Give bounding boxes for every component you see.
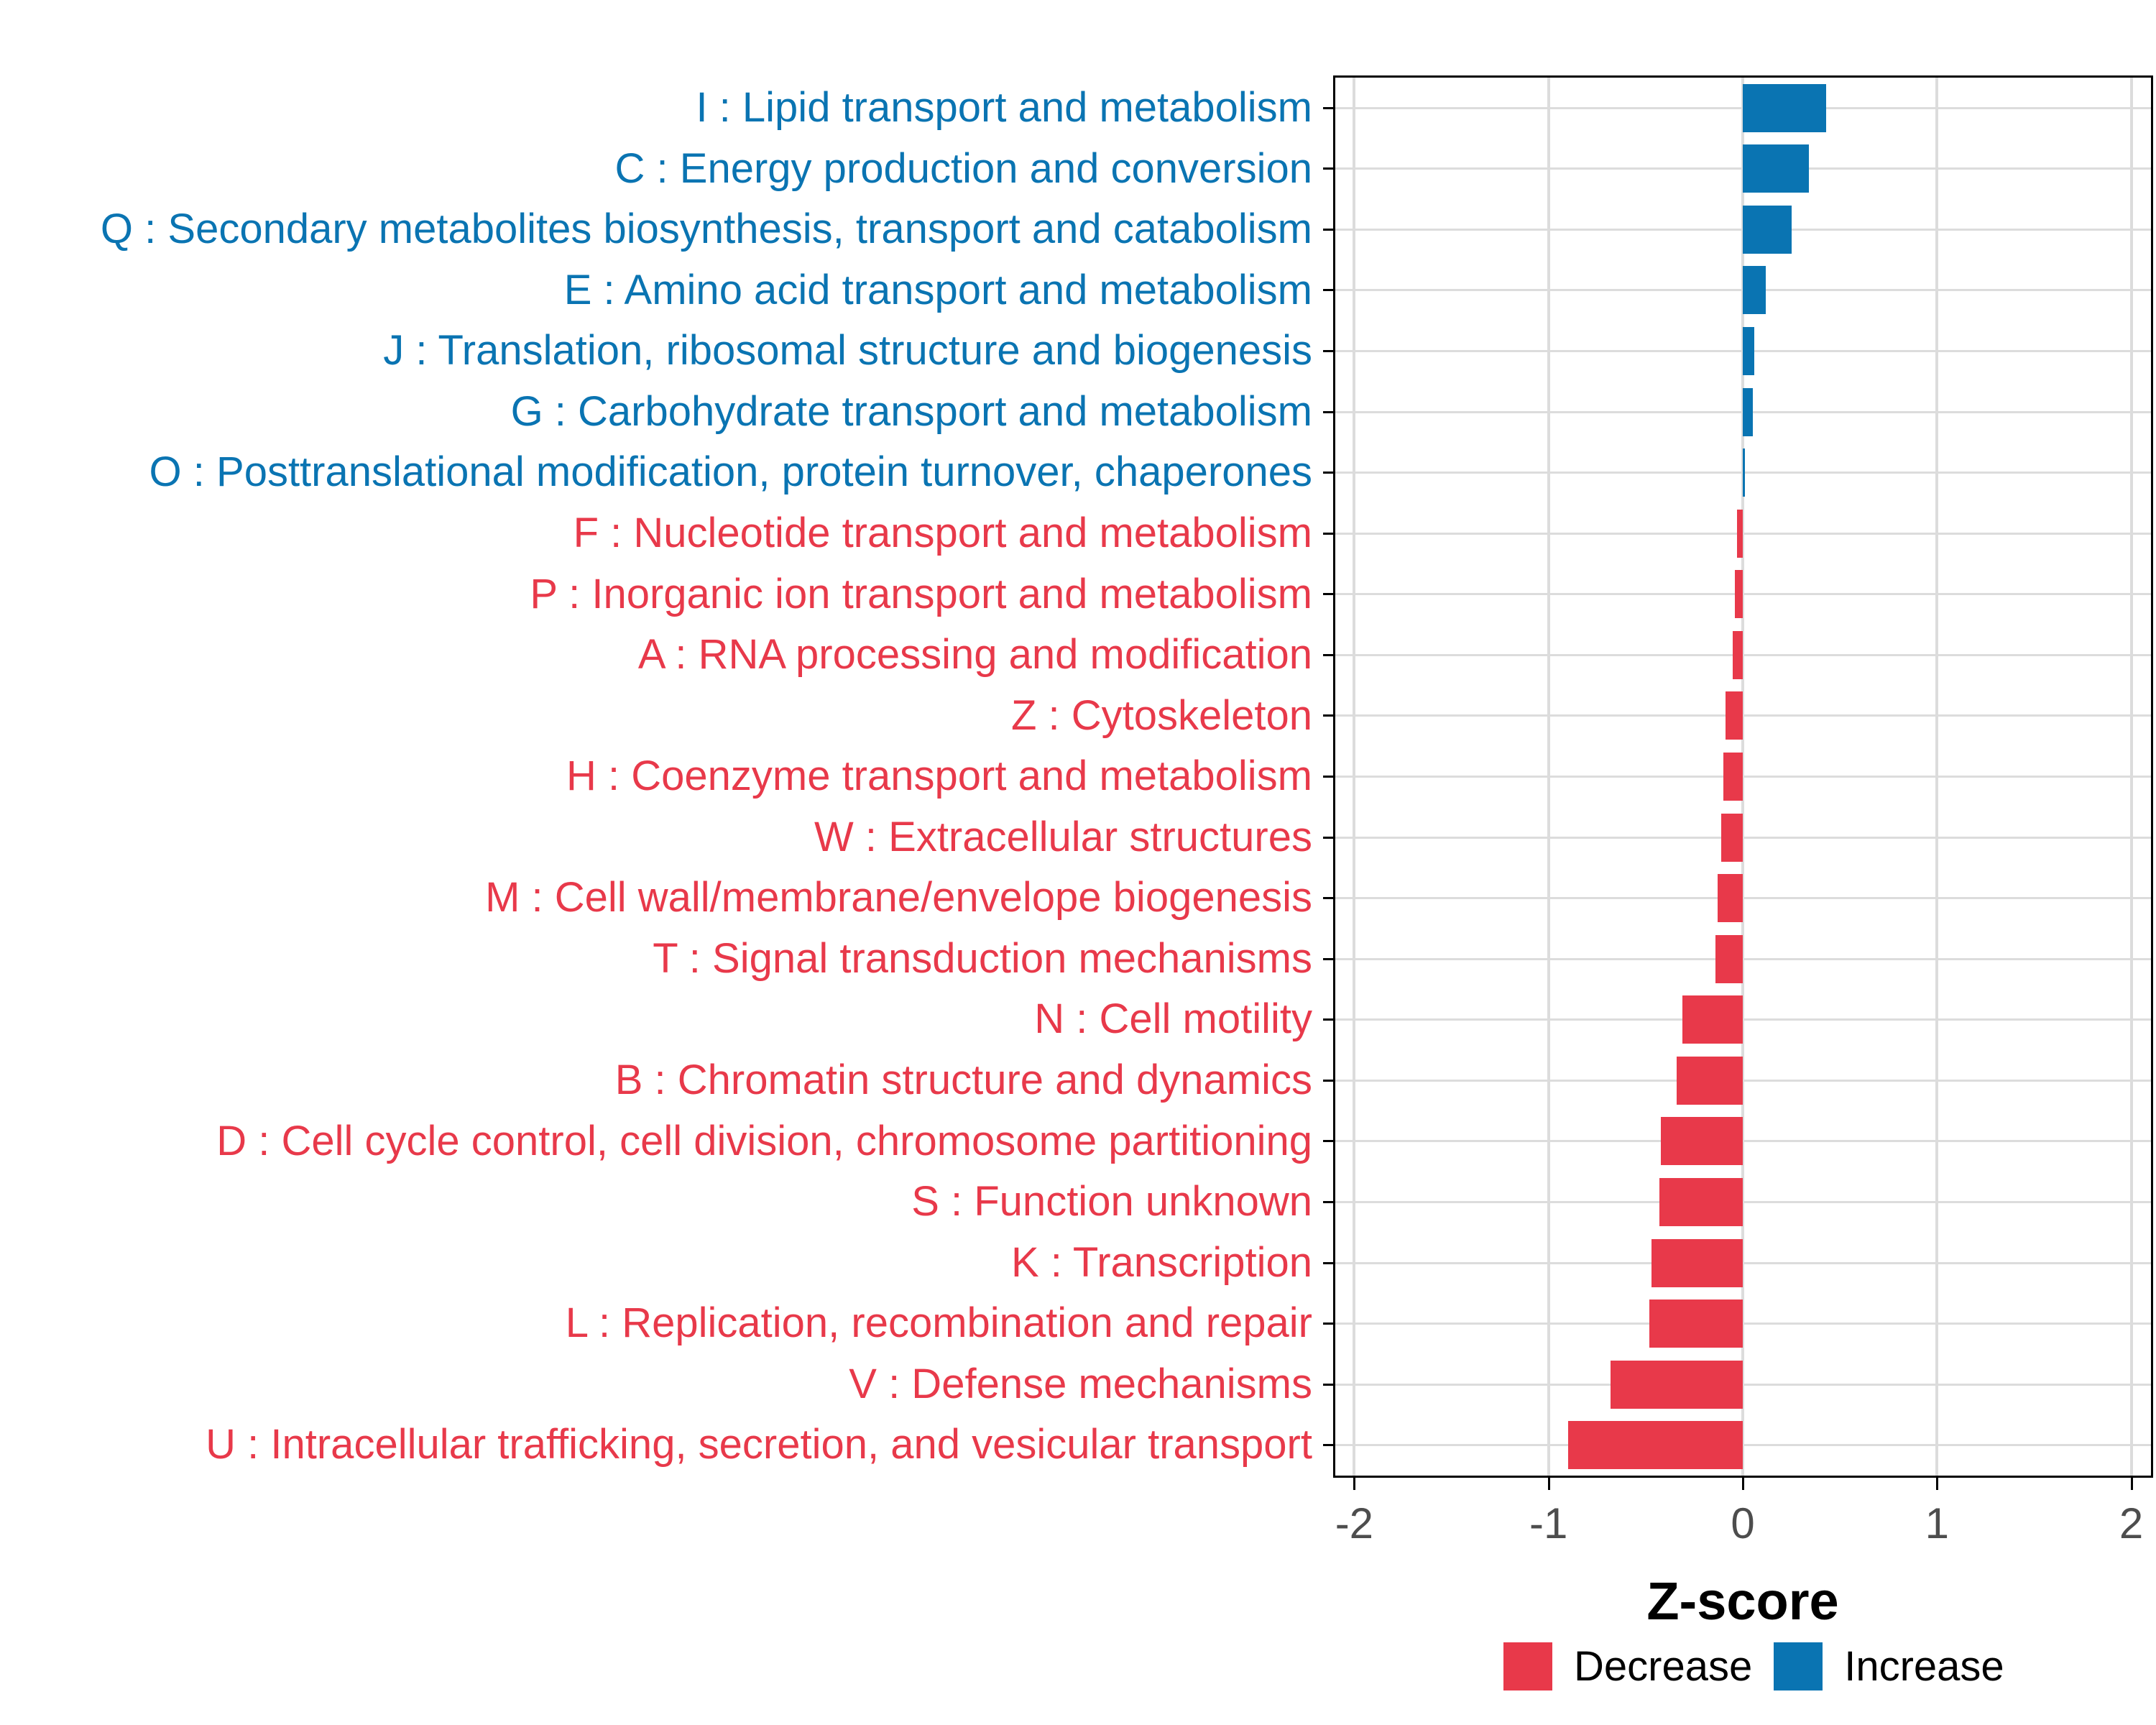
x-axis-tick: [1353, 1478, 1355, 1490]
y-axis-tick: [1323, 533, 1335, 535]
bar-E: [1743, 266, 1766, 314]
y-axis-tick: [1323, 350, 1335, 352]
y-gridline: [1335, 1140, 2151, 1142]
x-axis-tick: [1742, 1478, 1744, 1490]
bar-V: [1611, 1361, 1743, 1409]
bar-I: [1743, 84, 1826, 132]
y-gridline: [1335, 1384, 2151, 1386]
y-gridline: [1335, 1444, 2151, 1446]
category-label: S : Function unknown: [911, 1178, 1312, 1225]
category-label: Q : Secondary metabolites biosynthesis, transport and catabolism: [100, 206, 1312, 253]
y-gridline: [1335, 897, 2151, 899]
x-axis-tick-label: 2: [2119, 1499, 2144, 1547]
y-axis-tick: [1323, 1322, 1335, 1325]
category-label: G : Carbohydrate transport and metabolism: [510, 387, 1312, 435]
y-axis-tick: [1323, 1140, 1335, 1142]
bar-G: [1743, 388, 1753, 436]
category-label: N : Cell motility: [1034, 995, 1312, 1043]
y-gridline: [1335, 1018, 2151, 1021]
bar-M: [1718, 874, 1743, 922]
y-gridline: [1335, 593, 2151, 595]
x-axis-tick-label: 0: [1731, 1499, 1755, 1547]
x-axis-title: Z-score: [1646, 1571, 1839, 1631]
category-label: M : Cell wall/membrane/envelope biogenesis: [485, 874, 1312, 921]
category-label: W : Extracellular structures: [814, 813, 1312, 860]
bar-Z: [1726, 691, 1743, 740]
bar-H: [1723, 753, 1743, 801]
y-gridline: [1335, 1322, 2151, 1325]
bar-W: [1721, 814, 1743, 862]
category-label: K : Transcription: [1010, 1238, 1312, 1286]
category-label: E : Amino acid transport and metabolism: [563, 266, 1312, 313]
y-gridline: [1335, 533, 2151, 535]
bar-O: [1743, 448, 1745, 497]
legend-label-increase: Increase: [1844, 1643, 2004, 1690]
bar-K: [1651, 1239, 1743, 1287]
bar-U: [1568, 1421, 1743, 1469]
category-label: P : Inorganic ion transport and metabolism: [530, 570, 1312, 617]
y-axis-tick: [1323, 1384, 1335, 1386]
y-gridline: [1335, 654, 2151, 656]
y-axis-tick: [1323, 776, 1335, 778]
legend-label-decrease: Decrease: [1574, 1643, 1753, 1690]
y-axis-tick: [1323, 1262, 1335, 1264]
y-axis-tick: [1323, 593, 1335, 595]
category-label: Z : Cytoskeleton: [1010, 691, 1312, 739]
category-label: I : Lipid transport and metabolism: [696, 84, 1312, 131]
category-label: U : Intracellular trafficking, secretion, and vesicular transport: [206, 1421, 1312, 1468]
bar-S: [1659, 1178, 1743, 1226]
x-axis-tick: [2131, 1478, 2133, 1490]
y-gridline: [1335, 1201, 2151, 1203]
category-label: D : Cell cycle control, cell division, chromosome partitioning: [216, 1117, 1312, 1164]
bar-T: [1715, 935, 1743, 983]
x-axis-tick: [1936, 1478, 1938, 1490]
y-gridline: [1335, 958, 2151, 960]
y-axis-tick: [1323, 714, 1335, 717]
y-gridline: [1335, 837, 2151, 839]
plot-panel: [1333, 75, 2153, 1478]
y-axis-tick: [1323, 472, 1335, 474]
category-label: B : Chromatin structure and dynamics: [614, 1057, 1312, 1104]
bar-B: [1677, 1057, 1743, 1105]
category-label: L : Replication, recombination and repair: [565, 1300, 1312, 1347]
category-label: F : Nucleotide transport and metabolism: [573, 509, 1312, 556]
category-label: J : Translation, ribosomal structure and biogenesis: [383, 327, 1312, 374]
y-gridline: [1335, 776, 2151, 778]
bar-F: [1737, 510, 1743, 558]
x-axis-tick-label: 1: [1925, 1499, 1949, 1547]
x-axis-tick-label: -2: [1335, 1499, 1374, 1547]
category-label: T : Signal transduction mechanisms: [653, 934, 1312, 982]
y-axis-tick: [1323, 1444, 1335, 1446]
y-axis-tick: [1323, 654, 1335, 656]
category-label: A : RNA processing and modification: [637, 631, 1312, 678]
y-gridline: [1335, 1262, 2151, 1264]
bar-L: [1649, 1300, 1743, 1348]
category-label: O : Posttranslational modification, protein turnover, chaperones: [149, 448, 1312, 496]
y-axis-tick: [1323, 167, 1335, 170]
y-axis-tick: [1323, 411, 1335, 413]
y-axis-tick: [1323, 837, 1335, 839]
bar-P: [1735, 570, 1743, 618]
bar-N: [1682, 995, 1743, 1044]
y-gridline: [1335, 1080, 2151, 1082]
y-axis-tick: [1323, 107, 1335, 109]
bar-J: [1743, 327, 1754, 375]
category-label: H : Coenzyme transport and metabolism: [566, 753, 1312, 800]
legend-swatch-increase: [1774, 1642, 1823, 1690]
y-axis-tick: [1323, 958, 1335, 960]
y-gridline: [1335, 714, 2151, 717]
y-axis-tick: [1323, 229, 1335, 231]
bar-D: [1661, 1117, 1743, 1165]
category-label: V : Defense mechanisms: [849, 1360, 1312, 1407]
x-axis-tick: [1548, 1478, 1550, 1490]
legend-swatch-decrease: [1503, 1642, 1552, 1690]
y-axis-tick: [1323, 1080, 1335, 1082]
bar-C: [1743, 144, 1809, 193]
y-axis-tick: [1323, 1018, 1335, 1021]
x-axis-tick-label: -1: [1529, 1499, 1568, 1547]
bar-Q: [1743, 206, 1792, 254]
y-axis-tick: [1323, 1201, 1335, 1203]
category-label: C : Energy production and conversion: [614, 144, 1312, 192]
legend: [1503, 1642, 2004, 1690]
bar-A: [1733, 631, 1743, 679]
y-axis-tick: [1323, 897, 1335, 899]
y-axis-tick: [1323, 289, 1335, 291]
